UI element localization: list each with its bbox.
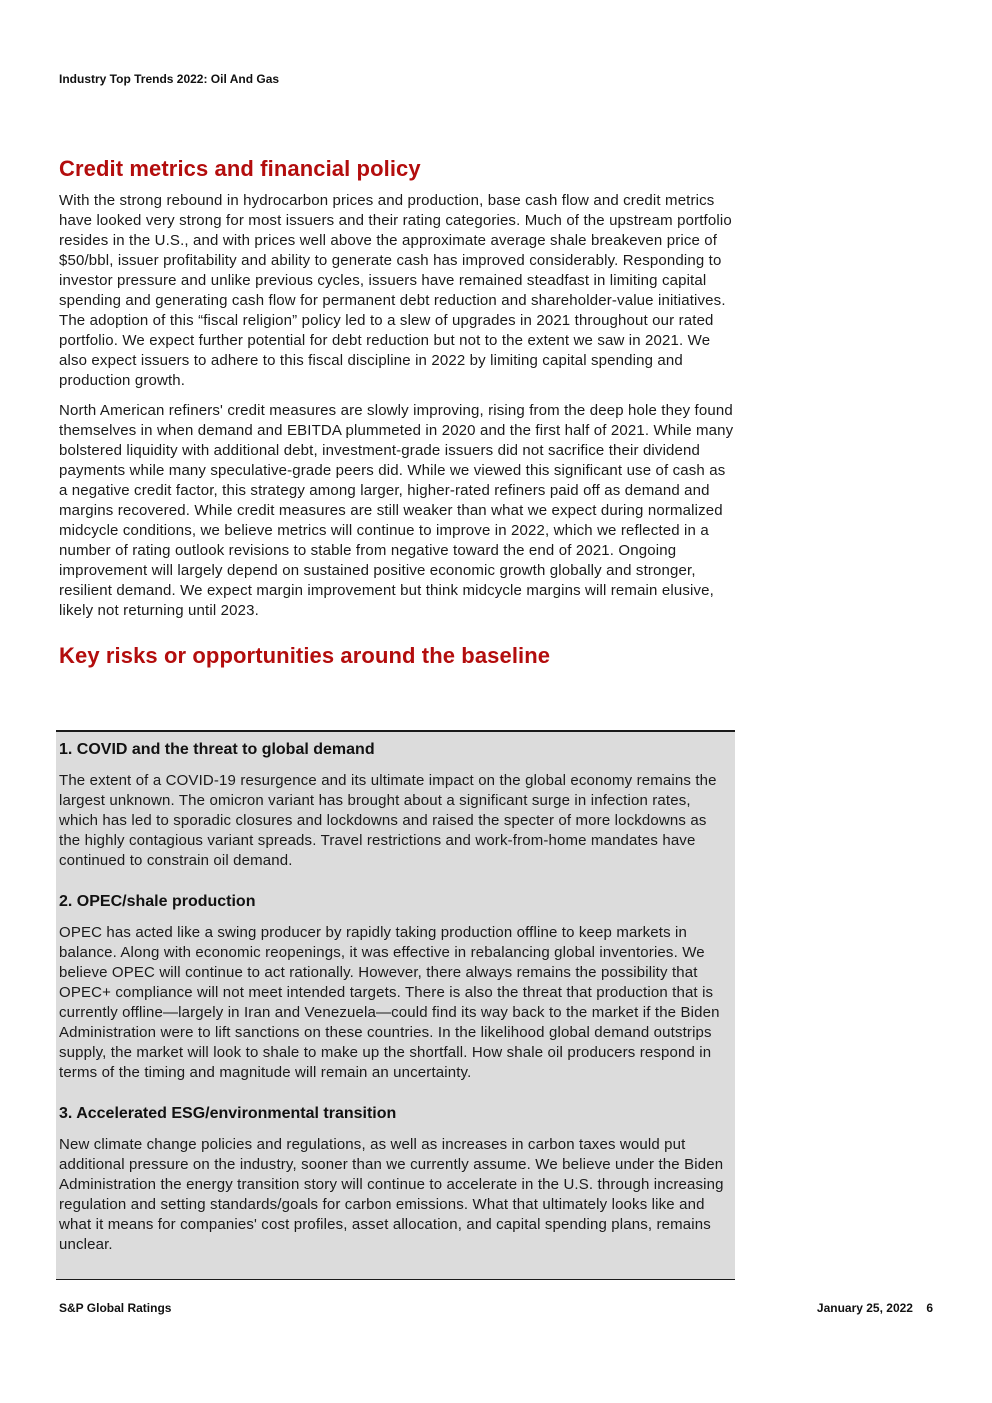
risk-body: OPEC has acted like a swing producer by rapidly taking production offline to keep markets in balance. Along with economic reopenings, it was effective in rebalancing global inventories. We believe OPEC will continue to act rationally. However, there always remains the possibility that OPEC+ compliance will not meet intended targets. There is also the threat that production that is currently offline—largely in Iran and Venezuela—could find its way back to the market if the Biden Administration were to lift sanctions on these countries. In the likelihood global demand outstrips supply, the market will look to shale to make up the shortfall. How shale oil producers respond in terms of the timing and magnitude will remain an uncertainty. <box>59 924 720 1081</box>
footer-publisher: S&P Global Ratings <box>59 1301 172 1315</box>
credit-metrics-paragraph-1: With the strong rebound in hydrocarbon prices and production, base cash flow and credit metrics have looked very strong for most issuers and their rating categories. Much of the upstream portfolio resides in the U.S., and with prices well above the approximate average shale breakeven price of $50/bbl, issuer profitability and ability to generate cash has improved considerably. Responding to investor pressure and unlike previous cycles, issuers have remained steadfast in limiting capital spending and generating cash flow for permanent debt reduction and shareholder-value initiatives. The adoption of this “fiscal religion” policy led to a slew of upgrades in 2021 throughout our rated portfolio. We expect further potential for debt reduction but not to the extent we saw in 2021. We also expect issuers to adhere to this fiscal discipline in 2022 by limiting capital spending and production growth. <box>59 192 732 389</box>
key-risks-box <box>56 730 735 1280</box>
footer-page-number: 6 <box>926 1301 933 1315</box>
risk-title: 1. COVID and the threat to global demand <box>59 741 375 758</box>
section-title-credit-metrics: Credit metrics and financial policy <box>59 156 421 181</box>
risk-body: New climate change policies and regulations, as well as increases in carbon taxes would put additional pressure on the industry, sooner than we currently assume. We believe under the Biden Administration the energy transition story will continue to accelerate in the U.S. through increasing regulation and setting standards/goals for carbon emissions. What that ultimately looks like and what it means for companies' cost profiles, asset allocation, and capital spending plans, remains unclear. <box>59 1136 724 1253</box>
main-content <box>59 155 735 670</box>
credit-metrics-paragraph-2: North American refiners' credit measures are slowly improving, rising from the deep hole they found themselves in when demand and EBITDA plummeted in 2020 and the first half of 2021. While many bolstered liquidity with additional debt, investment-grade issuers did not sacrifice their dividend payments while many speculative-grade peers did. While we viewed this significant use of cash as a negative credit factor, this strategy among larger, higher-rated refiners paid off as demand and margins recovered. While credit measures are still weaker than what we expect during normalized midcycle conditions, we believe metrics will continue to improve in 2022, which we reflected in a number of rating outlook revisions to stable from negative toward the end of 2021. Ongoing improvement will largely depend on sustained positive economic growth globally and stronger, resilient demand. We expect margin improvement but think midcycle margins will remain elusive, likely not returning until 2023. <box>59 402 734 619</box>
risk-item-opec-shale <box>59 892 731 1083</box>
footer-date: January 25, 2022 <box>816 1301 913 1315</box>
risk-title: 2. OPEC/shale production <box>59 893 256 910</box>
risk-item-esg-transition <box>59 1104 731 1255</box>
risk-item-covid <box>59 740 731 871</box>
risk-body: The extent of a COVID-19 resurgence and its ultimate impact on the global economy remains the largest unknown. The omicron variant has brought about a significant surge in infection rates, which has led to sporadic closures and lockdowns and raised the specter of more lockdowns as the highly contagious variant spreads. Travel restrictions and work-from-home mandates have continued to constrain oil demand. <box>59 772 717 869</box>
risk-title: 3. Accelerated ESG/environmental transition <box>59 1105 397 1122</box>
running-header-title: Industry Top Trends 2022: Oil And Gas <box>59 72 280 86</box>
footer-date-page <box>817 1301 933 1315</box>
section-title-key-risks: Key risks or opportunities around the baseline <box>59 643 551 668</box>
